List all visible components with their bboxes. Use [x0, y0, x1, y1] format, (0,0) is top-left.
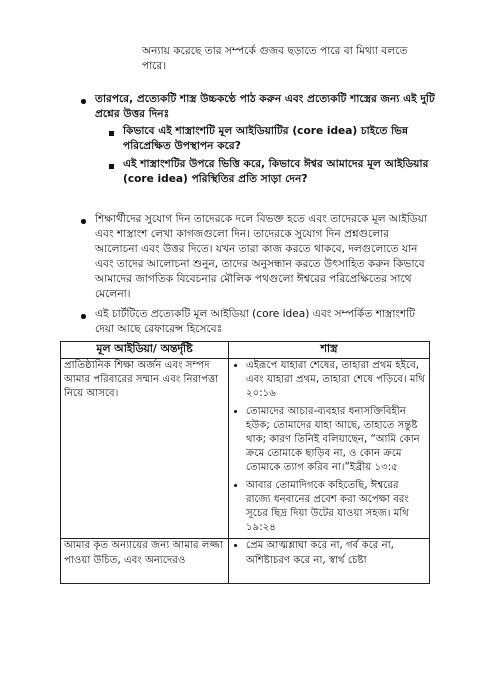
scripture-cell [229, 539, 430, 584]
square-bullet [109, 131, 114, 136]
scripture-item: • এইরূপে যাহারা শেষের, তাহারা প্রথম হইবে, এবং যাহারা প্রথম, তাহারা শেষে পড়িবে। মথি ২০:১৬ [246, 359, 426, 402]
scripture-cell [229, 359, 430, 539]
question-2: এই শাস্ত্রাংশটির উপরে ভিত্তি করে, কিভাবে ঈশ্বর আমাদের মূল আইডিয়ার (core idea) পরিস্থিতির প্রতি সাড়া দেন? [123, 158, 429, 185]
continuation-text: অন্যায় করেছে তার সম্পর্কে গুজব ছড়াতে পারে বা মিথ্যা বলতে পারে। [142, 45, 408, 72]
question-1: কিভাবে এই শাস্ত্রাংশটি মূল আইডিয়াটির (core idea) চাইতে ভিন্ন পরিপ্রেক্ষিত উপস্থাপন করে? [123, 125, 409, 152]
table-header-row [61, 342, 430, 359]
scripture-item: • তোমাদের আচার-ব্যবহার ধনাসক্তিবিহীন হউক; তোমাদের যাহা আছে, তাহাতে সন্তুষ্ট থাক; কারণ তিনিই বলিয়াছেন, “আমি কোন ক্রমে তোমাকে ছাড়িব না, ও কোন ক্রমে তোমাকে ত্যাগ করিব না।”ইব্রীয় ১৩:৫ [246, 405, 426, 476]
bullet-dot [81, 314, 86, 319]
instruction-read-aloud: তারপরে, প্রত্যেকটি শাস্ত্র উচ্চকণ্ঠে পাঠ করুন এবং প্রত্যেকটি শাস্ত্রের জন্য এই দুটি প্রশ্নের উত্তর দিনঃ [95, 93, 435, 120]
header-scripture: শাস্ত্র [229, 342, 430, 359]
instruction-chart-reference: এই চার্টটিতে প্রত্যেকটি মূল আইডিয়া (core idea) এবং সম্পর্কিত শাস্ত্রাংশটি দেয়া আছে রেফারেন্স হিসেবেঃ [95, 308, 416, 335]
header-core-idea: মূল আইডিয়া/ অন্তর্দৃষ্টি [61, 342, 229, 359]
core-idea-cell: আমার কৃত অন্যায়ের জন্য আমার লজ্জা পাওয়া উচিত, এবং অন্যদেরও [61, 539, 229, 584]
bullet-dot [81, 99, 86, 104]
bullet-dot [81, 219, 86, 224]
core-idea-table [60, 341, 430, 584]
scripture-item: • আবার তোমাদিগকে কহিতেছি, ঈশ্বরের রাজ্যে ধনবানের প্রবেশ করা অপেক্ষা বরং সূচের ছিদ্র দিয়া উটের যাওয়া সহজ। মথি ১৯:২৪ [246, 479, 426, 536]
instruction-group-work: শিক্ষার্থীদের সুযোগ দিন তাদেরকে দলে বিভক্ত হতে এবং তাদেরকে মূল আইডিয়া এবং শাস্ত্রাংশ লেখা কাগজগুলো দিন। তাদেরকে সুযোগ দিন প্রশ্নগুলোর আলোচনা এবং উত্তর দিতে। যখন তারা কাজ করতে থাকবে, দলগুলোতে যান এবং তাদের আলোচনা শুনুন, তাদের অনুসন্ধান করতে উৎসাহিত করুন কিভাবে আমাদের জাগতিক বিবেচনার মৌলিক পথগুলো ঈশ্বরের পরিপ্রেক্ষিতের সাথে মেলেনা। [95, 213, 428, 300]
table-row [61, 539, 430, 584]
core-idea-cell: প্রাতিষ্ঠানিক শিক্ষা অর্জন এবং সম্পদ আমার পরিবারের সম্মান এবং নিরাপত্তা নিয়ে আসবে। [61, 359, 229, 539]
scripture-item: • প্রেম আত্মশ্লাঘা করে না, গর্ব করে না, অশিষ্টাচরণ করে না, স্বার্থ চেষ্টা [246, 539, 426, 567]
table-row [61, 359, 430, 539]
square-bullet [109, 164, 114, 169]
